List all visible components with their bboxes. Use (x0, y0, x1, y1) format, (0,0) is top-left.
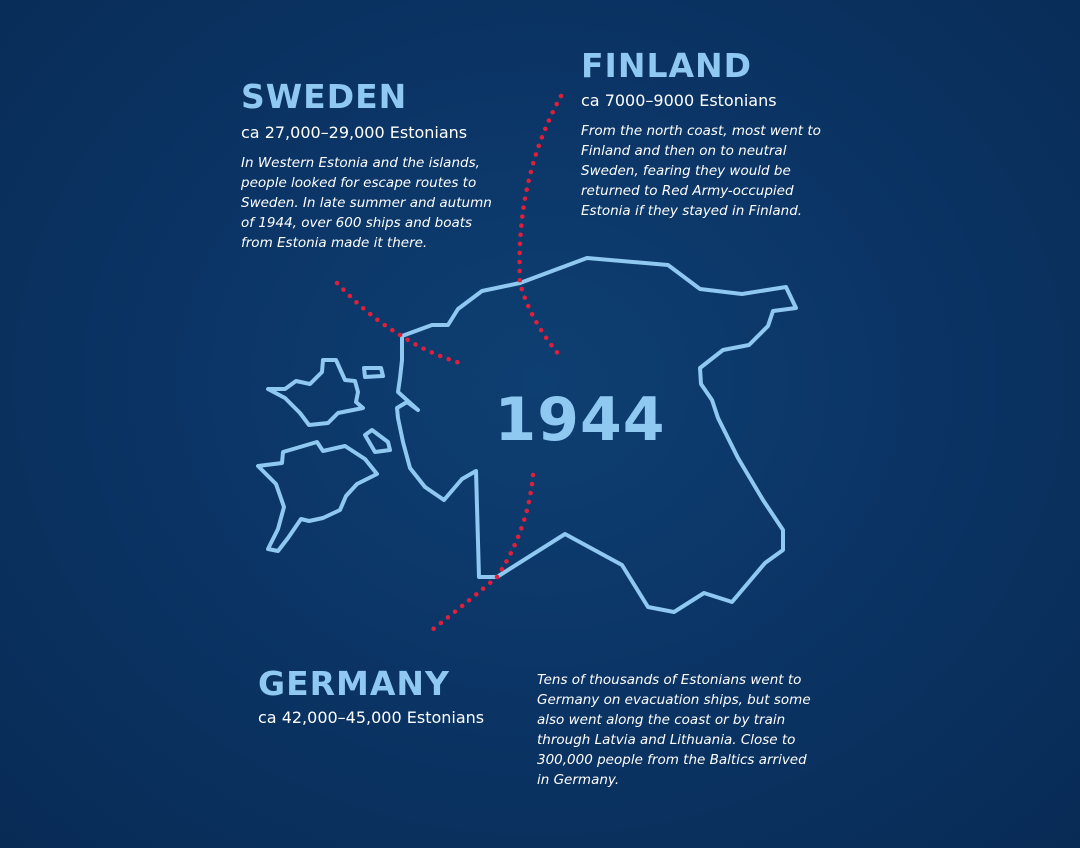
finland-info (581, 46, 831, 221)
year-label: 1944 (494, 385, 666, 455)
muhu-outline (365, 430, 390, 452)
sweden-heading: SWEDEN (241, 77, 408, 116)
sweden-description: In Western Estonia and the islands, people looked for escape routes to Sweden. In late summer and autumn of 1944, over 600 ships and boats from Estonia made it there. (241, 155, 492, 251)
germany-description-block (537, 670, 822, 790)
finland-description: From the north coast, most went to Finland and then on to neutral Sweden, fearing they would be returned to Red Army-occupied Estonia if they stayed in Finland. (581, 123, 821, 219)
germany-info (258, 664, 528, 727)
vormsi-outline (364, 368, 383, 377)
hiiumaa-outline (268, 360, 363, 425)
finland-count: ca 7000–9000 Estonians (581, 91, 777, 110)
sweden-count: ca 27,000–29,000 Estonians (241, 123, 468, 142)
germany-description: Tens of thousands of Estonians went to Germany on evacuation ships, but some also went along the coast or by train through Latvia and Lithuania. Close to 300,000 people from the Baltics arrived in Germany. (537, 672, 811, 788)
germany-heading: GERMANY (258, 664, 450, 703)
finland-heading: FINLAND (581, 46, 753, 85)
sweden-info (241, 77, 501, 253)
saaremaa-outline (258, 442, 377, 551)
germany-count: ca 42,000–45,000 Estonians (258, 708, 485, 727)
route-to-finland (520, 96, 561, 356)
